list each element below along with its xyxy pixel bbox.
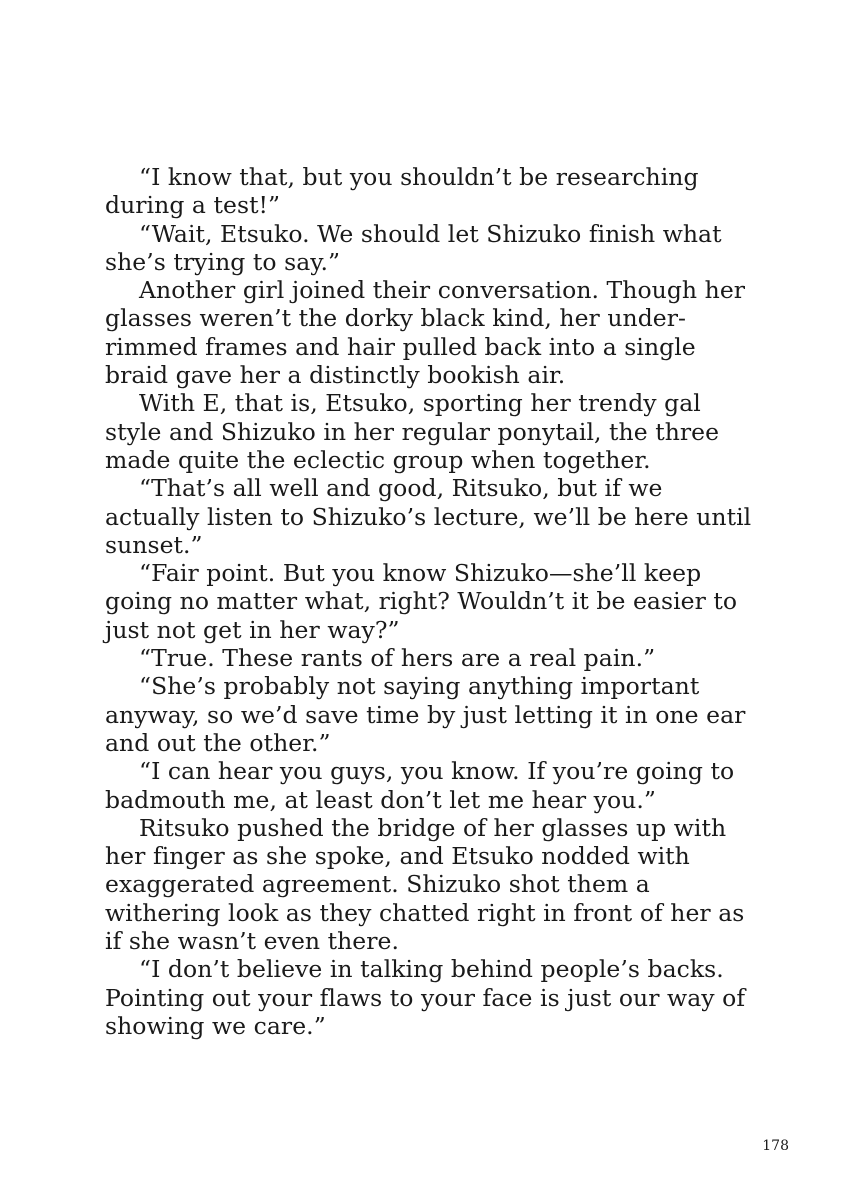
paragraph: Another girl joined their conversation. Though her glasses weren’t the dorky black kind, her under-rimmed frames and hair pulled back into a single braid gave her a distinctly bookish air. <box>105 276 746 390</box>
paragraph: Ritsuko pushed the bridge of her glasses up with her finger as she spoke, and Etsuko nodded with exaggerated agreement. Shizuko shot them a withering look as they chatted right in front of her as if she wasn’t even there. <box>105 813 745 956</box>
paragraph: With E, that is, Etsuko, sporting her trendy gal style and Shizuko in her regular ponytail, the three made quite the eclectic group when together. <box>105 389 720 474</box>
paragraph: “Wait, Etsuko. We should let Shizuko finish what she’s trying to say.” <box>105 219 722 276</box>
page-number: 178 <box>762 1138 789 1154</box>
paragraph: “Fair point. But you know Shizuko—she’ll keep going no matter what, right? Wouldn’t it be easier to just not get in her way?” <box>105 559 738 644</box>
paragraph: “I know that, but you shouldn’t be researching during a test!” <box>105 163 699 220</box>
paragraph: “That’s all well and good, Ritsuko, but if we actually listen to Shizuko’s lecture, we’ll be here until sunset.” <box>105 474 752 559</box>
paragraph: “I can hear you guys, you know. If you’re going to badmouth me, at least don’t let me hear you.” <box>105 757 735 814</box>
paragraph: “True. These rants of hers are a real pain.” <box>139 644 656 673</box>
paragraph: “I don’t believe in talking behind people’s backs. Pointing out your flaws to your face is just our way of showing we care.” <box>105 955 746 1040</box>
paragraph: “She’s probably not saying anything important anyway, so we’d save time by just letting it in one ear and out the other.” <box>105 672 746 757</box>
body-text <box>105 163 755 1040</box>
